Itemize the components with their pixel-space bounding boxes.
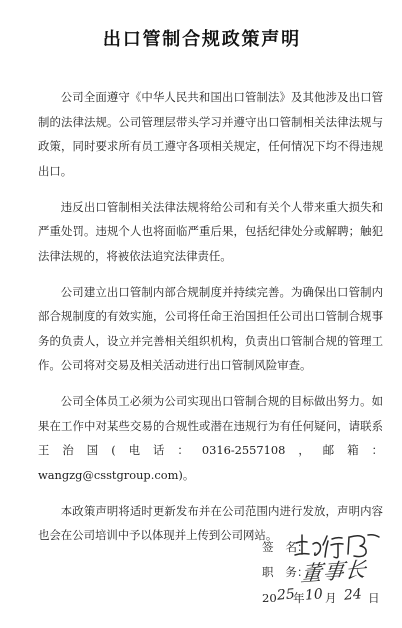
signing-date [262,586,386,607]
contact-phone: 0316-2557108 [201,443,286,457]
contact-email: wangzg@csstgroup.com [38,467,179,482]
date-month-unit: 月 [325,591,337,605]
signature-stroke [331,544,343,545]
document-title: 出口管制合规政策声明 [102,29,301,50]
email-label: ，邮箱： [285,443,383,457]
signature-stroke [334,544,338,558]
contact-closing: )。 [178,467,195,482]
handwritten-position-title: 董事长 [299,557,369,587]
date-day-handwritten: 24 [343,586,363,604]
date-year-prefix: 20 [262,591,277,605]
paragraph-violation-consequences: 违反出口管制相关法律法规将给公司和有关个人带来重大损失和严重处罚。违规个人也将面临严重后果，包括纪律处分或解聘；触犯法律法规的，将被依法追究法律责任。 [38,199,383,263]
date-month-handwritten: 10 [304,586,324,604]
document-body [38,85,383,559]
signature-stroke [325,541,328,557]
signature-stroke [350,536,366,557]
contact-name: 王治国 [38,443,112,457]
signature-stroke [332,538,342,539]
date-day-unit: 日 [368,591,380,605]
signature-stroke [295,554,309,555]
signature-label: 签 名： [262,540,309,554]
date-year-unit: 年 [293,591,305,605]
signature-stroke [313,543,321,556]
date-year-handwritten: 25 [276,586,296,604]
phone-label: (电话： [111,443,202,457]
signature-stroke [323,536,327,545]
signature-stroke [368,535,379,537]
position-label: 职 务： [262,565,309,579]
paragraph-internal-compliance-system: 公司建立出口管制内部合规制度并持续完善。为确保出口管制内部合规制度的有效实施，公司将任命王治国担任公司出口管制合规事务的负责人，设立并完善相关组织机构，负责出口管制合规的管理工作。公司将对交易及相关活动进行出口管制风险审查。 [38,284,383,372]
contact-lead-text: 公司全体员工必须为公司实现出口管制合规的目标做出努力。如果在工作中对某些交易的合规性或潜在违规行为有任何疑问，请联系 [38,394,383,433]
signature-stroke [348,537,349,554]
paragraph-employee-responsibility [38,389,383,487]
paragraph-compliance-commitment: 公司全面遵守《中华人民共和国出口管制法》及其他涉及出口管制的法律法规。公司管理层带头学习并遵守出口管制相关法律法规与政策，同时要求所有员工遵守各项相关规定，任何情况下均不得违规出口。 [38,90,383,178]
paragraph-policy-updates: 本政策声明将适时更新发布并在公司范围内进行发放，声明内容也会在公司培训中予以体现并上传到公司网站。 [38,503,383,542]
